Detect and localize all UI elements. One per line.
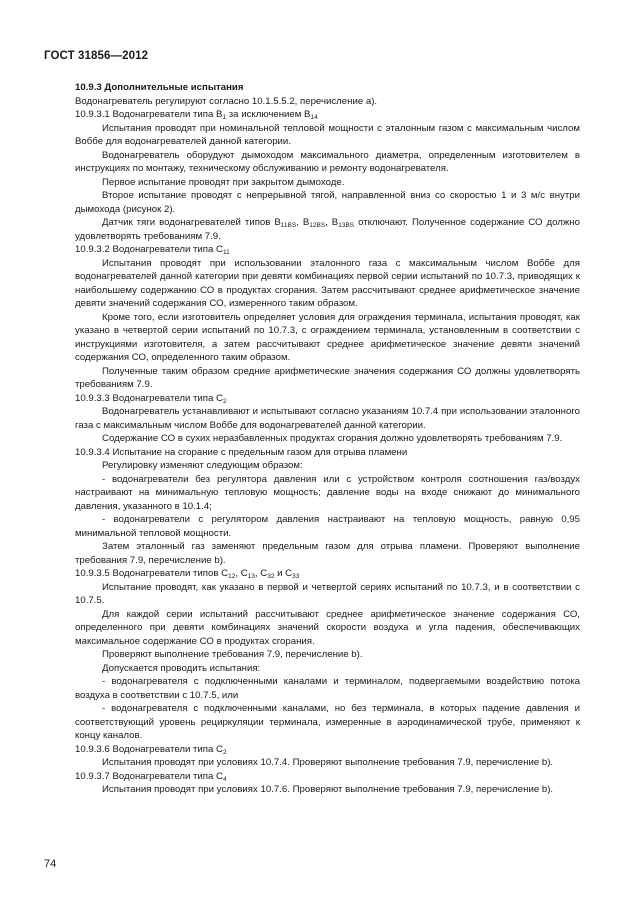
subsection-heading: 10.9.3.4 Испытание на сгорание с предельным газом для отрыва пламени [75,446,408,458]
list-item: - водонагревателя с подключенными каналами и терминалом, подвергаемыми воздействию потока воздуха в соответствии с 10.7.5, или [75,676,580,701]
paragraph: Первое испытание проводят при закрытом дымоходе. [102,176,345,188]
paragraph: Водонагреватель устанавливают и испытывают согласно указаниям 10.7.4 при использовании эталонного газа с максимальным числом Воббе для водонагревателей данной категории. [75,406,580,431]
page-number: 74 [44,858,57,870]
subsection-heading: 10.9.3.2 Водонагреватели типа $С_{11}$ [75,244,230,256]
paragraph: Водонагреватель регулируют согласно 10.1.5.5.2, перечисление а). [75,95,378,107]
paragraph: Для каждой серии испытаний рассчитывают среднее арифметическое значение содержания СО, определенного при девяти комбинациях значений скорости воздуха и угла падения, обеспечивающих максимальное содержание СО в продуктах сгорания. [75,608,580,647]
paragraph: Регулировку изменяют следующим образом: [102,460,303,471]
subsection-heading: 10.9.3.3 Водонагреватели типа $С_2$ [75,392,227,405]
paragraph: Водонагреватель оборудуют дымоходом максимального диаметра, определенным изготовителем в инструкциях по монтажу, техническому обслуживанию и ремонту водонагревателя. [75,149,580,174]
subsection-heading: 10.9.3.6 Водонагреватели типа $С_2$ [75,743,227,756]
paragraph: Второе испытание проводят с непрерывной тягой, направленной вниз со скоростью 1 и 3 м/с внутри дымохода (рисунок 2). [75,190,580,215]
page-body [75,81,580,797]
paragraph: Испытания проводят при использовании эталонного газа с максимальным числом Воббе для водонагревателей данной категории при девяти комбинациях первой серии испытаний по 10.7.3, приводящих к наибольшему содержанию СО в продуктах сгорания. Затем рассчитывают среднее арифметическое значение девяти значений содержания СО, измеренного таким образом. [75,257,580,309]
paragraph: Испытания проводят при условиях 10.7.6. Проверяют выполнение требования 7.9, перечисление b). [102,784,554,795]
paragraph: Допускается проводить испытания: [102,662,261,674]
paragraph: Затем эталонный газ заменяют предельным газом для отрыва пламени. Проверяют выполнение требования 7.9, перечисление b). [75,541,580,566]
paragraph: Содержание СО в сухих неразбавленных продуктах сгорания должно удовлетворять требованиям 7.9. [102,433,563,444]
list-item: - водонагреватели с регулятором давления настраивают на тепловую мощность, равную 0,95 минимальной тепловой мощности. [75,514,580,539]
section-title: 10.9.3 Дополнительные испытания [75,82,244,93]
subsection-heading: 10.9.3.7 Водонагреватели типа $С_4$ [75,770,227,783]
paragraph: Испытание проводят, как указано в первой и четвертой сериях испытаний по 10.7.3, и в соответствии с 10.7.5. [75,581,580,606]
paragraph: Проверяют выполнение требования 7.9, перечисление b). [102,649,363,660]
list-item: - водонагреватели без регулятора давления или с устройством контроля соотношения газ/воздух настраивают на минимальную тепловую мощность; давление воды на входе снижают до минимального давления, указанного в 10.1.4; [75,473,580,512]
document-header: ГОСТ 31856—2012 [44,50,149,62]
paragraph: Испытания проводят при номинальной тепловой мощности с эталонным газом с максимальным числом Воббе для водонагревателей данной категории. [75,122,580,147]
subsection-heading: 10.9.3.5 Водонагреватели типов $С_{12}$, $С_{13}$, $С_{32}$ и $С_{33}$ [75,568,300,580]
paragraph: Кроме того, если изготовитель определяет условия для ограждения терминала, испытания проводят, как указано в четвертой серии испытаний по 10.7.3, с ограждением терминала, установленным в соответствии с инструкциями изготовителя, а затем рассчитывают среднее арифметическое значение девяти значений содержания СО, определенного таким образом. [75,311,580,363]
paragraph: Полученные таким образом средние арифметические значения содержания СО должны удовлетворять требованиям 7.9. [75,365,580,390]
subsection-heading: 10.9.3.1 Водонагреватели типа $В_1$ за исключением $В_{14}$ [75,109,318,121]
paragraph: Датчик тяги водонагревателей типов $В_{11BS}$, $В_{12BS}$, $В_{13BS}$ отключают. Полученное содержание СО должно удовлетворять требованиям 7.9. [75,217,580,242]
paragraph: Испытания проводят при условиях 10.7.4. Проверяют выполнение требования 7.9, перечисление b). [102,757,554,768]
list-item: - водонагревателя с подключенными каналами, но без терминала, в которых падение давления и соответствующий уровень рециркуляции терминала, измеренные в аэродинамической трубе, применяют к концу каналов. [75,703,580,741]
